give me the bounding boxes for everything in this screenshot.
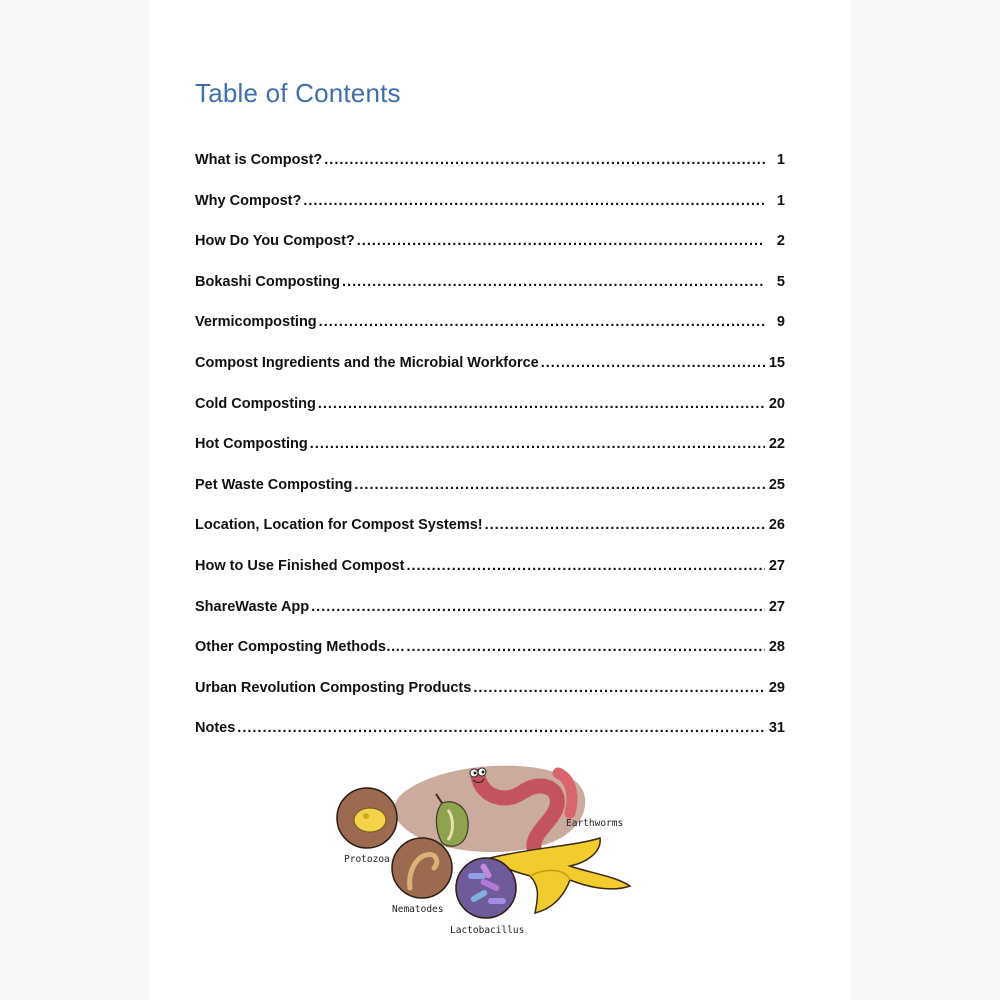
toc-page-number: 9 [776,314,785,331]
toc-entry-label: Pet Waste Composting [195,476,353,493]
toc-entry-label: How Do You Compost? [195,233,355,250]
dot-leader [311,587,765,628]
toc-entry[interactable] [195,668,785,709]
toc-entry-label: Cold Composting [195,395,316,412]
toc-entry[interactable] [195,465,785,506]
dot-leader [319,302,765,343]
dot-leader [406,546,764,587]
dot-leader [357,221,765,262]
toc-entry-label: Compost Ingredients and the Microbial Workforce [195,354,539,371]
toc-entry-label: Location, Location for Compost Systems! [195,517,483,534]
toc-page-number: 20 [768,395,785,412]
toc-page-number: 28 [768,639,785,656]
nematodes-label: Nematodes [392,904,444,915]
toc-entry[interactable] [195,708,785,749]
toc-entry[interactable] [195,343,785,384]
dot-leader [237,708,765,749]
lactobacillus-label: Lactobacillus [450,925,525,936]
toc-entry-label: ShareWaste App [195,598,310,615]
toc-entry[interactable] [195,181,785,222]
dot-leader [318,384,765,425]
toc-entry[interactable] [195,424,785,465]
toc-entry-label: How to Use Finished Compost [195,557,405,574]
toc-page-number: 29 [768,679,785,696]
dot-leader [324,140,765,181]
toc-entry-label: Other Composting Methods…. [195,639,405,656]
toc-page-number: 27 [768,557,785,574]
page-title: Table of Contents [195,78,401,108]
toc-entry[interactable] [195,505,785,546]
toc-page-number: 5 [776,273,785,290]
nematodes-icon [392,838,452,898]
toc-entry[interactable] [195,384,785,425]
toc-entry[interactable] [195,262,785,303]
toc-list [195,140,785,749]
toc-page-number: 1 [776,192,785,209]
toc-page-number: 1 [776,152,785,168]
lactobacillus-icon [456,858,516,918]
protozoa-label: Protozoa [344,854,390,865]
protozoa-icon [337,788,397,848]
toc-entry-label: Vermicomposting [195,314,317,331]
earthworms-label: Earthworms [566,818,624,829]
toc-page-number: 15 [768,354,785,371]
dot-leader [310,424,765,465]
toc-entry-label: Notes [195,720,236,737]
toc-entry[interactable] [195,302,785,343]
toc-entry[interactable] [195,546,785,587]
toc-page-number: 25 [768,476,785,493]
compost-illustration [330,758,640,943]
toc-entry-label: Why Compost? [195,192,302,209]
toc-entry[interactable] [195,140,785,181]
toc-page-number: 27 [768,598,785,615]
toc-entry[interactable] [195,627,785,668]
dot-leader [473,668,765,709]
dot-leader [354,465,764,506]
toc-entry-label: What is Compost? [195,152,323,168]
dot-leader [541,343,765,384]
toc-page-number: 31 [768,720,785,737]
dot-leader [485,505,765,546]
toc-entry-label: Hot Composting [195,436,308,453]
toc-page-number: 2 [776,233,785,250]
dot-leader [406,627,764,668]
toc-entry-label: Bokashi Composting [195,273,341,290]
dot-leader [303,181,765,222]
toc-entry[interactable] [195,587,785,628]
toc-entry-label: Urban Revolution Composting Products [195,679,472,696]
toc-page-number: 22 [768,436,785,453]
dot-leader [342,262,765,303]
toc-page-number: 26 [768,517,785,534]
toc-entry[interactable] [195,221,785,262]
